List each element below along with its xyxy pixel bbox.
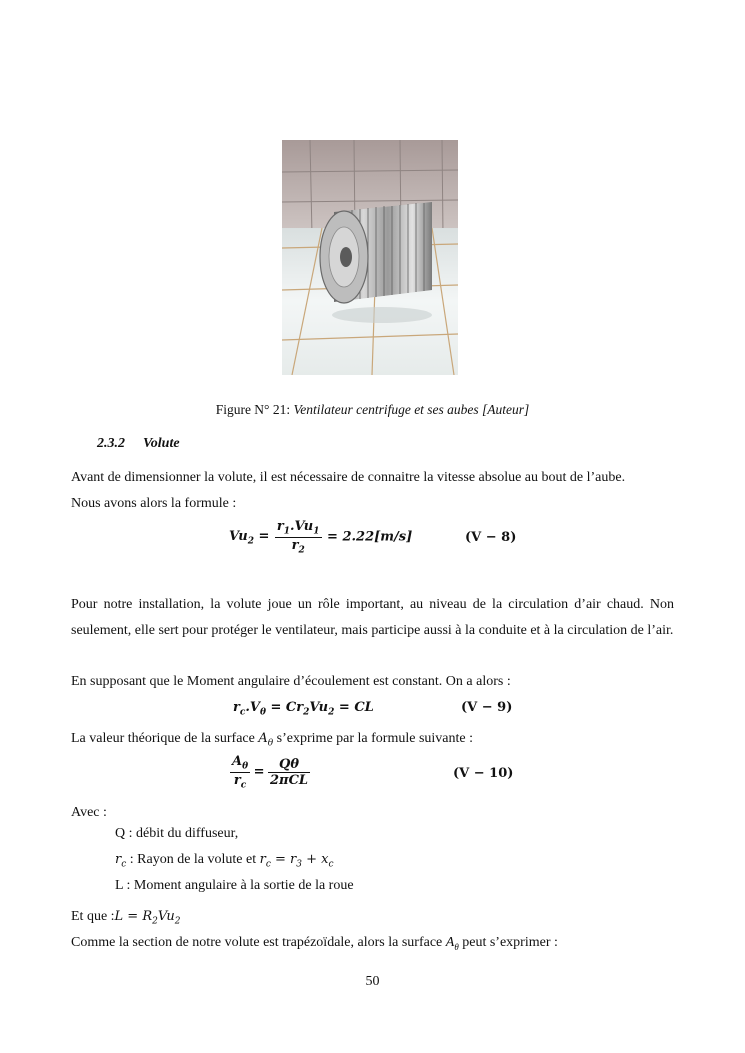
fan-photo-illustration [282,140,458,375]
equation-v8-result: = 2.22[m/s] [327,529,413,545]
paragraph-installation: Pour notre installation, la volute joue un rôle important, au niveau de la circulation d’air chaud. Non seulement, elle sert pour protéger le ventilateur, mais participe aussi à la conduite et à la circulation de l’air. [71,597,674,638]
figure-caption-text: Ventilateur centrifuge et ses aubes [Auteur] [293,402,530,417]
et-que-line: Et que :L = $R_2Vu_2$ [71,909,181,927]
avec-label: Avec : [71,805,107,820]
equation-v8: $Vu_2$ = $\frac{r_1.Vu_1}{r_2}$ = 2.22[m/s] [229,519,413,556]
last-line-before: Comme la section de notre volute est trapézoïdale, alors la surface [71,935,443,950]
figure-photo-centrifugal-fan [282,140,458,375]
section-number: 2.3.2 [97,436,125,451]
definition-l: L : Moment angulaire à la sortie de la roue [115,878,354,893]
paragraph-moment: En supposant que le Moment angulaire d’écoulement est constant. On a alors : [71,674,511,689]
equation-v10-number: (V − 10) [453,766,514,781]
figure-label: Figure N° 21: [215,402,291,417]
paragraph-intro [71,465,674,517]
paragraph-intro-line1: Avant de dimensionner la volute, il est nécessaire de connaitre la vitesse absolue au bout de l’aube. [71,470,626,485]
page-number: 50 [365,974,380,989]
equation-v9-number: (V − 9) [461,700,513,715]
section-heading [97,436,180,452]
definition-rc-text: : Rayon de la volute et [129,852,257,867]
last-line: Comme la section de notre volute est trapézoïdale, alors la surface $A_\theta$ peut s’exprimer : [71,935,558,952]
et-que-label: Et que : [71,909,115,924]
section-title: Volute [143,436,180,451]
figure-caption [0,402,745,418]
paragraph-surface-after: s’exprime par la formule suivante : [276,731,473,746]
definition-q: Q : débit du diffuseur, [115,826,239,841]
equation-v9: $r_c.V_\theta = Cr_2Vu_2$ = CL [233,700,374,718]
last-line-after: peut s’exprimer : [462,935,558,950]
paragraph-surface: La valeur théorique de la surface $A_\theta$ s’exprime par la formule suivante : [71,731,473,749]
definition-rc: $r_c$ : Rayon de la volute et $r_c = r_3 + x_c$ [115,852,334,870]
paragraph-surface-before: La valeur théorique de la surface [71,731,255,746]
equation-v8-number: (V − 8) [465,530,517,545]
equation-v10: $\frac{A_\theta}{r_c}$ = $\frac{Q\theta}{\text{2πCL}}$ [232,754,309,791]
paragraph-intro-line2: Nous avons alors la formule : [71,496,237,511]
